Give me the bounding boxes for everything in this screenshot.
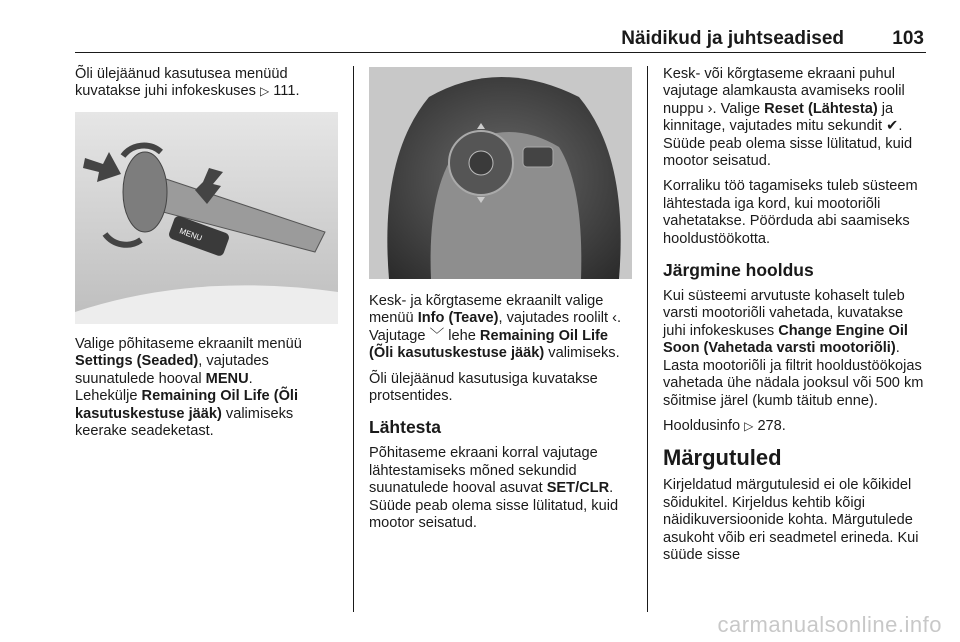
paragraph: Õli ülejäänud kasutusiga kuvatakse protsentides.	[369, 370, 598, 405]
paragraph: Hooldusinfo ▷ 278.	[663, 417, 786, 434]
page-reference-icon: ▷	[259, 84, 270, 99]
paragraph: Korraliku töö tagamiseks tuleb süsteem lähtestada iga kord, kui mootoriõli vahetatakse. Pöörduda abi saamiseks hooldustöökotta.	[663, 178, 918, 247]
paragraph: Kesk- või kõrgtaseme ekraani puhul vajutage alamkausta avamiseks roolil nuppu ›. Valige Reset (Lähtesta) ja kinnitage, vajutades mitu sekundit ✔. Süüde peab olema sisse lülitatud, kuid mootor seisatud.	[663, 66, 913, 170]
paragraph: Õli ülejäänud kasutusea menüüd kuvatakse juhi infokeskuses ▷ 111.	[75, 66, 300, 100]
checkmark-icon: ✔	[886, 118, 899, 135]
section-heading: Järgmine hooldus	[663, 260, 814, 281]
page-header	[75, 26, 926, 53]
column-divider	[353, 66, 354, 612]
paragraph: Kesk- ja kõrgtaseme ekraanilt valige menüü Info (Teave), vajutades roolilt ‹. Vajutage ﹀ lehe Remaining Oil Life (Õli kasutuskestuse jääk) valimiseks.	[369, 293, 622, 362]
column-1	[75, 66, 343, 109]
section-heading: Lähtesta	[369, 417, 441, 438]
page-title: Näidikud ja juhtseadised	[621, 28, 844, 49]
paragraph: Kui süsteemi arvutuste kohaselt tuleb varsti mootoriõli vahetada, kuvatakse juhi infokeskuses Change Engine Oil Soon (Vahetada varsti mootoriõli). Lasta mootoriõli ja filtrit hooldustöökojas vahetada ühe nädala jooksul või 500 km sõitmise järel (kumb täitub enne).	[663, 288, 924, 409]
steering-wheel-illustration	[369, 67, 632, 279]
page-number: 103	[892, 28, 924, 49]
column-3	[663, 66, 929, 572]
paragraph: Kirjeldatud märgutulesid ei ole kõikidel sõidukitel. Kirjeldus kehtib kõigi näidikuversioonide kohta. Märgutulede asukoht võib eri seadmetel erineda. Kui süüde sisse	[663, 477, 919, 563]
chevron-down-icon: ﹀	[429, 327, 445, 344]
paragraph: Valige põhitaseme ekraanilt menüü Settings (Seaded), vajutades suunatulede hooval MENU. Lehekülje Remaining Oil Life (Õli kasutuskestuse jääk) valimiseks keerake seadeketast.	[75, 336, 302, 440]
column-2	[369, 293, 635, 540]
watermark: carmanualsonline.info	[717, 612, 942, 637]
column-1-lower	[75, 336, 343, 448]
steering-wheel-figure	[369, 67, 632, 279]
svg-text:MENU: MENU	[178, 226, 204, 243]
column-divider	[647, 66, 648, 612]
paragraph: Põhitaseme ekraani korral vajutage lähtestamiseks mõned sekundid suunatulede hooval asuvat SET/CLR. Süüde peab olema sisse lülitatud, kuid mootor seisatud.	[369, 445, 619, 532]
turn-signal-lever-figure	[75, 112, 338, 324]
chapter-heading: Märgutuled	[663, 445, 782, 471]
page-reference-icon: ▷	[744, 418, 754, 433]
lever-illustration	[75, 112, 338, 324]
